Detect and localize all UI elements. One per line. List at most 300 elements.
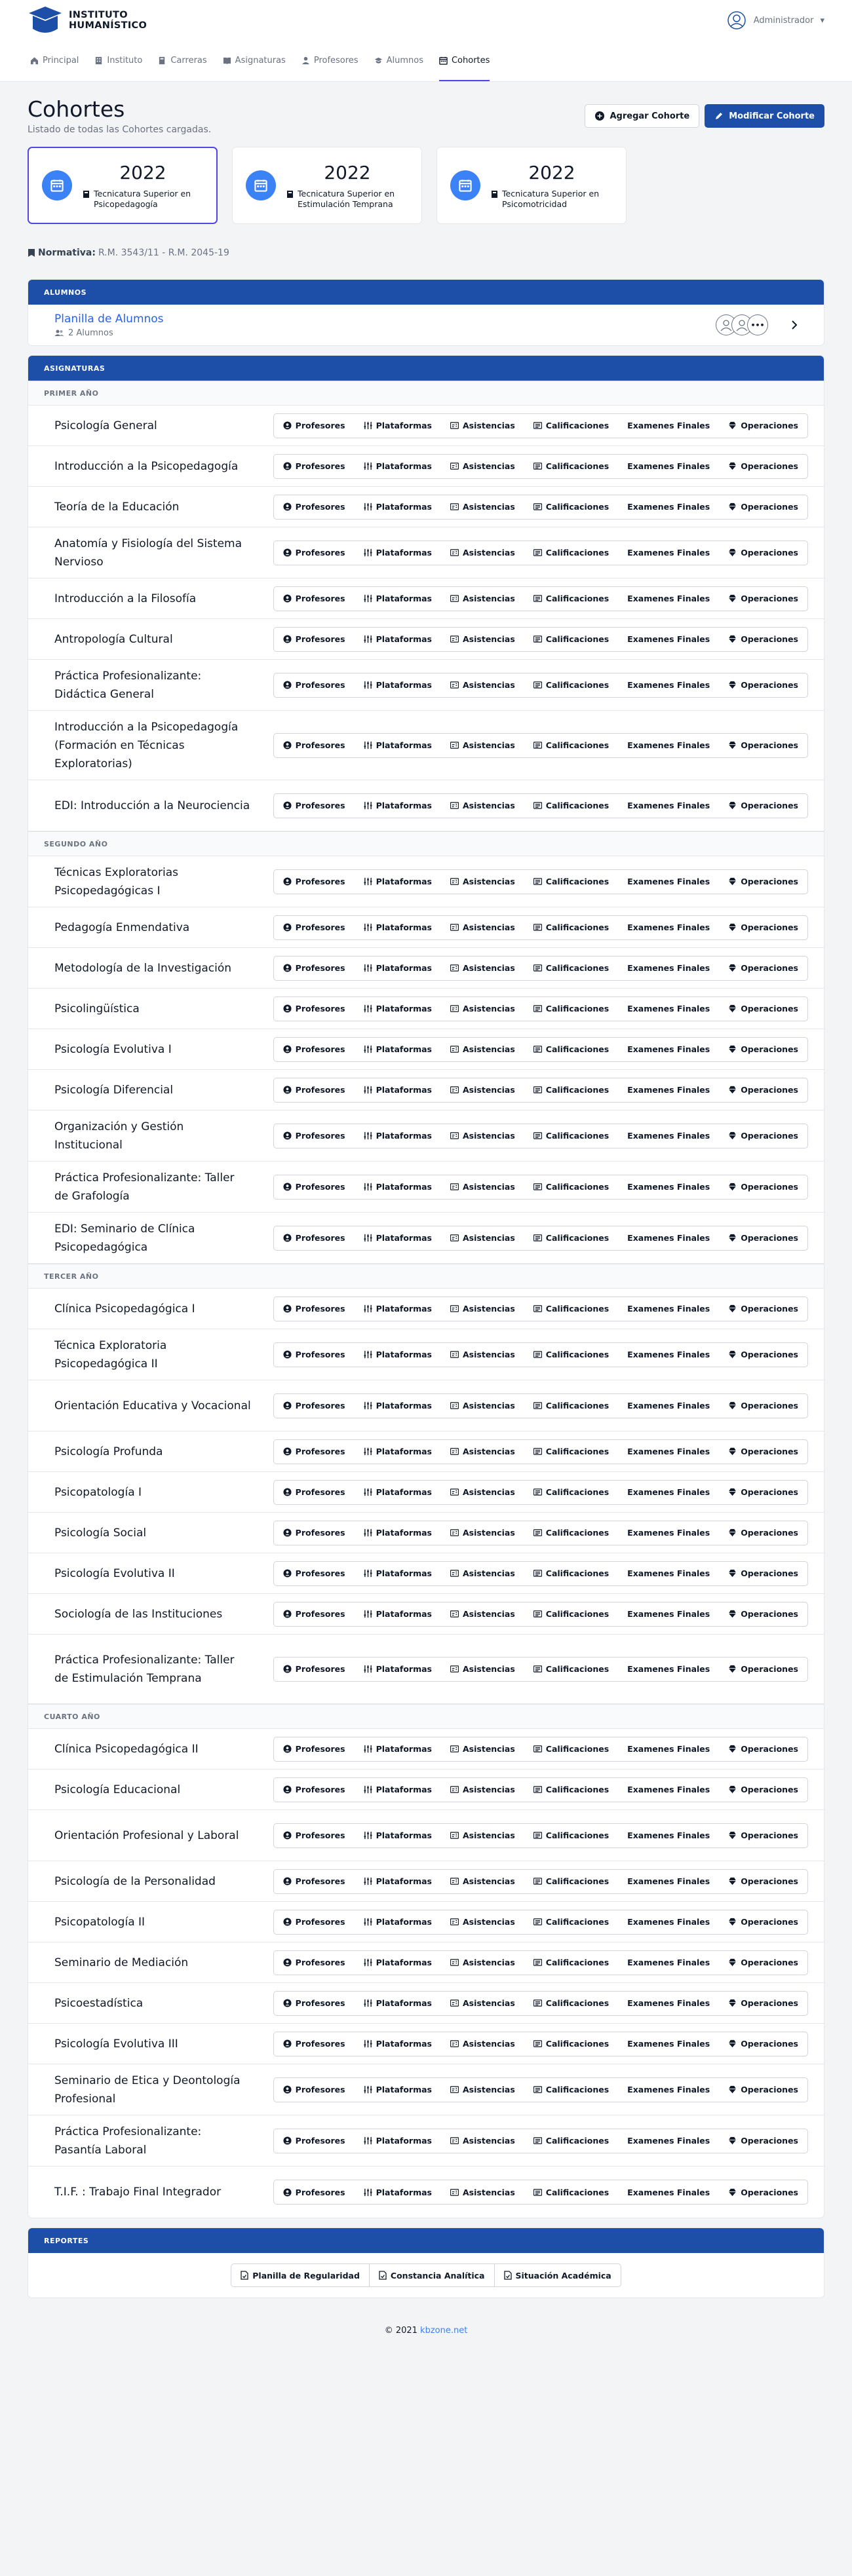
- examenes-finales-button[interactable]: [618, 628, 719, 651]
- subject-actions: [273, 1823, 808, 1848]
- calificaciones-button[interactable]: [524, 1297, 618, 1321]
- asistencias-button[interactable]: [441, 495, 524, 519]
- operaciones-button[interactable]: [719, 455, 807, 478]
- calificaciones-button[interactable]: [524, 1602, 618, 1626]
- plataformas-button[interactable]: [355, 673, 441, 697]
- profesores-button[interactable]: [274, 1910, 355, 1934]
- calificaciones-button[interactable]: [524, 1226, 618, 1250]
- calificaciones-button[interactable]: [524, 2078, 618, 2102]
- subject-actions: [273, 996, 808, 1021]
- asistencias-button[interactable]: [441, 1910, 524, 1934]
- nav-profesores[interactable]: [301, 41, 358, 81]
- operaciones-button[interactable]: [719, 1562, 807, 1585]
- subject-row: [28, 619, 824, 660]
- operaciones-button[interactable]: [719, 1521, 807, 1545]
- action-label: Operaciones: [741, 2136, 798, 2146]
- profesores-button[interactable]: [274, 794, 355, 818]
- examenes-finales-button[interactable]: [618, 1870, 719, 1893]
- examenes-finales-button[interactable]: [618, 1910, 719, 1934]
- asistencias-button[interactable]: [441, 1226, 524, 1250]
- subject-actions: [273, 793, 808, 818]
- cohorte-card[interactable]: [436, 147, 627, 224]
- asistencias-button[interactable]: [441, 1992, 524, 2015]
- operaciones-button[interactable]: [719, 794, 807, 818]
- operaciones-button[interactable]: [719, 2180, 807, 2204]
- calificaciones-button[interactable]: [524, 734, 618, 757]
- examenes-finales-button[interactable]: [618, 2078, 719, 2102]
- logo[interactable]: [28, 5, 147, 35]
- cohorte-card[interactable]: [232, 147, 422, 224]
- plataformas-button[interactable]: [355, 1951, 441, 1975]
- sliders-icon: [364, 502, 372, 511]
- file-icon: [241, 2271, 248, 2280]
- profesores-button[interactable]: [274, 541, 355, 565]
- asistencias-button[interactable]: [441, 794, 524, 818]
- user-menu[interactable]: [726, 10, 824, 31]
- operaciones-button[interactable]: [719, 1992, 807, 2015]
- cohorte-card[interactable]: [28, 147, 218, 224]
- calificaciones-button[interactable]: [524, 541, 618, 565]
- operaciones-button[interactable]: [719, 1440, 807, 1464]
- plataformas-button[interactable]: [355, 1038, 441, 1061]
- profesores-button[interactable]: [274, 1124, 355, 1148]
- user-icon: [283, 635, 292, 643]
- plataformas-button[interactable]: [355, 414, 441, 438]
- operaciones-button[interactable]: [719, 541, 807, 565]
- action-label: Operaciones: [741, 801, 798, 810]
- sliders-icon: [364, 801, 372, 810]
- nav-carreras[interactable]: [158, 41, 206, 81]
- profesores-button[interactable]: [274, 1778, 355, 1802]
- operaciones-button[interactable]: [719, 673, 807, 697]
- examenes-finales-button[interactable]: [618, 2180, 719, 2204]
- subject-actions: [273, 1342, 808, 1367]
- calificaciones-button[interactable]: [524, 1562, 618, 1585]
- plataformas-button[interactable]: [355, 1394, 441, 1418]
- examenes-finales-button[interactable]: [618, 1297, 719, 1321]
- asistencias-button[interactable]: [441, 414, 524, 438]
- action-label: Profesores: [295, 1917, 345, 1927]
- grades-icon: [533, 1610, 542, 1618]
- profesores-button[interactable]: [274, 1343, 355, 1367]
- sliders-icon: [364, 1488, 372, 1496]
- asistencias-button[interactable]: [441, 1521, 524, 1545]
- calificaciones-button[interactable]: [524, 1343, 618, 1367]
- operaciones-button[interactable]: [719, 1657, 807, 1681]
- asistencias-button[interactable]: [441, 1562, 524, 1585]
- calificaciones-button[interactable]: [524, 495, 618, 519]
- asistencias-button[interactable]: [441, 870, 524, 894]
- asistencias-button[interactable]: [441, 957, 524, 980]
- operaciones-button[interactable]: [719, 734, 807, 757]
- chevron-right-icon[interactable]: [791, 320, 798, 330]
- report-button-situación-académica[interactable]: [494, 2264, 621, 2286]
- action-label: Profesores: [295, 963, 345, 973]
- action-label: Examenes Finales: [627, 1447, 710, 1456]
- examenes-finales-button[interactable]: [618, 541, 719, 565]
- examenes-finales-button[interactable]: [618, 1440, 719, 1464]
- plataformas-button[interactable]: [355, 2032, 441, 2056]
- operaciones-button[interactable]: [719, 1343, 807, 1367]
- profesores-button[interactable]: [274, 997, 355, 1021]
- calificaciones-button[interactable]: [524, 1175, 618, 1199]
- calificaciones-button[interactable]: [524, 794, 618, 818]
- asistencias-button[interactable]: [441, 1824, 524, 1847]
- asistencias-button[interactable]: [441, 1657, 524, 1681]
- profesores-button[interactable]: [274, 1657, 355, 1681]
- asistencias-button[interactable]: [441, 1175, 524, 1199]
- action-label: Operaciones: [741, 1350, 798, 1359]
- operaciones-button[interactable]: [719, 1226, 807, 1250]
- operaciones-button[interactable]: [719, 2078, 807, 2102]
- calificaciones-button[interactable]: [524, 1078, 618, 1102]
- action-label: Asistencias: [463, 1568, 515, 1578]
- plataformas-button[interactable]: [355, 734, 441, 757]
- plataformas-button[interactable]: [355, 1657, 441, 1681]
- operations-icon: [728, 964, 737, 972]
- plataformas-button[interactable]: [355, 455, 441, 478]
- examenes-finales-button[interactable]: [618, 1481, 719, 1504]
- calificaciones-button[interactable]: [524, 1038, 618, 1061]
- examenes-finales-button[interactable]: [618, 794, 719, 818]
- subject-row: [28, 2064, 824, 2115]
- asistencias-button[interactable]: [441, 1602, 524, 1626]
- profesores-button[interactable]: [274, 1440, 355, 1464]
- profesores-button[interactable]: [274, 1562, 355, 1585]
- calificaciones-button[interactable]: [524, 1521, 618, 1545]
- plataformas-button[interactable]: [355, 1481, 441, 1504]
- action-label: Operaciones: [741, 1182, 798, 1192]
- attendance-icon: [450, 1745, 459, 1753]
- asistencias-button[interactable]: [441, 541, 524, 565]
- asistencias-button[interactable]: [441, 1038, 524, 1061]
- plataformas-button[interactable]: [355, 1521, 441, 1545]
- profesores-button[interactable]: [274, 2032, 355, 2056]
- examenes-finales-button[interactable]: [618, 1602, 719, 1626]
- examenes-finales-button[interactable]: [618, 2032, 719, 2056]
- examenes-finales-button[interactable]: [618, 455, 719, 478]
- examenes-finales-button[interactable]: [618, 1778, 719, 1802]
- sliders-icon: [364, 1401, 372, 1410]
- plataformas-button[interactable]: [355, 1992, 441, 2015]
- profesores-button[interactable]: [274, 1394, 355, 1418]
- add-cohorte-button[interactable]: [585, 104, 700, 128]
- calificaciones-button[interactable]: [524, 2129, 618, 2153]
- asistencias-button[interactable]: [441, 587, 524, 611]
- user-icon: [283, 741, 292, 749]
- profesores-button[interactable]: [274, 1602, 355, 1626]
- grades-icon: [533, 1831, 542, 1840]
- plataformas-button[interactable]: [355, 1124, 441, 1148]
- profesores-button[interactable]: [274, 1297, 355, 1321]
- plataformas-button[interactable]: [355, 541, 441, 565]
- profesores-button[interactable]: [274, 1992, 355, 2015]
- plataformas-button[interactable]: [355, 1297, 441, 1321]
- calificaciones-button[interactable]: [524, 1737, 618, 1761]
- asistencias-button[interactable]: [441, 1951, 524, 1975]
- grades-icon: [533, 635, 542, 643]
- operaciones-button[interactable]: [719, 414, 807, 438]
- action-label: Calificaciones: [545, 1609, 610, 1619]
- year-section-header: SEGUNDO AÑO: [28, 831, 824, 856]
- grades-icon: [533, 1304, 542, 1313]
- examenes-finales-button[interactable]: [618, 1951, 719, 1975]
- profesores-button[interactable]: [274, 628, 355, 651]
- grades-icon: [533, 1045, 542, 1053]
- profesores-button[interactable]: [274, 1521, 355, 1545]
- calificaciones-button[interactable]: [524, 587, 618, 611]
- profesores-button[interactable]: [274, 916, 355, 939]
- operaciones-button[interactable]: [719, 587, 807, 611]
- examenes-finales-button[interactable]: [618, 1343, 719, 1367]
- calificaciones-button[interactable]: [524, 1481, 618, 1504]
- action-label: Profesores: [295, 740, 345, 750]
- calificaciones-button[interactable]: [524, 455, 618, 478]
- operaciones-button[interactable]: [719, 870, 807, 894]
- profesores-button[interactable]: [274, 414, 355, 438]
- calificaciones-button[interactable]: [524, 1124, 618, 1148]
- action-label: Examenes Finales: [627, 1233, 710, 1243]
- action-label: Plataformas: [376, 1004, 432, 1013]
- plataformas-button[interactable]: [355, 1078, 441, 1102]
- plataformas-button[interactable]: [355, 1824, 441, 1847]
- calificaciones-button[interactable]: [524, 957, 618, 980]
- profesores-button[interactable]: [274, 2180, 355, 2204]
- attendance-icon: [450, 2136, 459, 2145]
- plataformas-button[interactable]: [355, 1910, 441, 1934]
- asistencias-button[interactable]: [441, 1124, 524, 1148]
- plataformas-button[interactable]: [355, 2129, 441, 2153]
- edit-cohorte-button[interactable]: [705, 104, 824, 128]
- examenes-finales-button[interactable]: [618, 1078, 719, 1102]
- profesores-button[interactable]: [274, 1481, 355, 1504]
- profesores-button[interactable]: [274, 1737, 355, 1761]
- examenes-finales-button[interactable]: [618, 414, 719, 438]
- examenes-finales-button[interactable]: [618, 1521, 719, 1545]
- examenes-finales-button[interactable]: [618, 495, 719, 519]
- attendance-icon: [450, 1183, 459, 1191]
- asistencias-button[interactable]: [441, 1078, 524, 1102]
- examenes-finales-button[interactable]: [618, 916, 719, 939]
- operaciones-button[interactable]: [719, 1737, 807, 1761]
- operaciones-button[interactable]: [719, 1951, 807, 1975]
- plataformas-button[interactable]: [355, 1562, 441, 1585]
- operaciones-button[interactable]: [719, 1038, 807, 1061]
- asistencias-button[interactable]: [441, 455, 524, 478]
- calificaciones-button[interactable]: [524, 414, 618, 438]
- examenes-finales-button[interactable]: [618, 734, 719, 757]
- operations-icon: [728, 1131, 737, 1140]
- nav-alumnos[interactable]: [374, 41, 423, 81]
- examenes-finales-button[interactable]: [618, 1175, 719, 1199]
- profesores-button[interactable]: [274, 1951, 355, 1975]
- operaciones-button[interactable]: [719, 628, 807, 651]
- operaciones-button[interactable]: [719, 1481, 807, 1504]
- examenes-finales-button[interactable]: [618, 870, 719, 894]
- calificaciones-button[interactable]: [524, 1440, 618, 1464]
- plataformas-button[interactable]: [355, 997, 441, 1021]
- operaciones-button[interactable]: [719, 2129, 807, 2153]
- chevron-down-icon: ▾: [820, 15, 824, 26]
- operaciones-button[interactable]: [719, 1778, 807, 1802]
- asistencias-button[interactable]: [441, 916, 524, 939]
- calificaciones-button[interactable]: [524, 2032, 618, 2056]
- sliders-icon: [364, 923, 372, 932]
- calificaciones-button[interactable]: [524, 1951, 618, 1975]
- operaciones-button[interactable]: [719, 1297, 807, 1321]
- profesores-button[interactable]: [274, 673, 355, 697]
- nav-principal[interactable]: [30, 41, 79, 81]
- profesores-button[interactable]: [274, 1078, 355, 1102]
- asistencias-button[interactable]: [441, 2129, 524, 2153]
- action-label: Profesores: [295, 877, 345, 886]
- plataformas-button[interactable]: [355, 1602, 441, 1626]
- profesores-button[interactable]: [274, 870, 355, 894]
- grades-icon: [533, 1877, 542, 1885]
- calificaciones-button[interactable]: [524, 1992, 618, 2015]
- grades-icon: [533, 1665, 542, 1673]
- plataformas-button[interactable]: [355, 1440, 441, 1464]
- profesores-button[interactable]: [274, 957, 355, 980]
- calificaciones-button[interactable]: [524, 673, 618, 697]
- subject-name: Psicología Profunda: [54, 1445, 163, 1458]
- calificaciones-button[interactable]: [524, 2180, 618, 2204]
- asistencias-button[interactable]: [441, 1870, 524, 1893]
- asistencias-button[interactable]: [441, 2180, 524, 2204]
- nav-instituto[interactable]: [94, 41, 142, 81]
- examenes-finales-button[interactable]: [618, 1038, 719, 1061]
- calificaciones-button[interactable]: [524, 997, 618, 1021]
- examenes-finales-button[interactable]: [618, 1394, 719, 1418]
- alumnos-row[interactable]: [28, 305, 824, 345]
- asistencias-button[interactable]: [441, 1343, 524, 1367]
- examenes-finales-button[interactable]: [618, 1226, 719, 1250]
- asistencias-button[interactable]: [441, 734, 524, 757]
- asistencias-button[interactable]: [441, 673, 524, 697]
- plataformas-button[interactable]: [355, 1737, 441, 1761]
- examenes-finales-button[interactable]: [618, 587, 719, 611]
- examenes-finales-button[interactable]: [618, 1824, 719, 1847]
- report-button-planilla-de-regularidad[interactable]: [231, 2264, 369, 2286]
- plataformas-button[interactable]: [355, 794, 441, 818]
- nav-cohortes[interactable]: [439, 41, 490, 81]
- plataformas-button[interactable]: [355, 1175, 441, 1199]
- operaciones-button[interactable]: [719, 957, 807, 980]
- profesores-button[interactable]: [274, 1870, 355, 1893]
- subject-row: [28, 1289, 824, 1329]
- asistencias-button[interactable]: [441, 1440, 524, 1464]
- profesores-button[interactable]: [274, 455, 355, 478]
- examenes-finales-button[interactable]: [618, 1737, 719, 1761]
- operaciones-button[interactable]: [719, 916, 807, 939]
- calificaciones-button[interactable]: [524, 870, 618, 894]
- profesores-button[interactable]: [274, 587, 355, 611]
- calificaciones-button[interactable]: [524, 1910, 618, 1934]
- profesores-button[interactable]: [274, 734, 355, 757]
- profesores-button[interactable]: [274, 1226, 355, 1250]
- examenes-finales-button[interactable]: [618, 957, 719, 980]
- nav-label: Carreras: [170, 55, 207, 66]
- operaciones-button[interactable]: [719, 1078, 807, 1102]
- calificaciones-button[interactable]: [524, 1394, 618, 1418]
- calificaciones-button[interactable]: [524, 1778, 618, 1802]
- report-button-constancia-analítica[interactable]: [369, 2264, 494, 2286]
- asistencias-button[interactable]: [441, 997, 524, 1021]
- asistencias-button[interactable]: [441, 1481, 524, 1504]
- operaciones-button[interactable]: [719, 2032, 807, 2056]
- footer-link[interactable]: kbzone.net: [420, 2326, 468, 2336]
- plataformas-button[interactable]: [355, 587, 441, 611]
- profesores-button[interactable]: [274, 2129, 355, 2153]
- operaciones-button[interactable]: [719, 1910, 807, 1934]
- examenes-finales-button[interactable]: [618, 997, 719, 1021]
- examenes-finales-button[interactable]: [618, 1657, 719, 1681]
- calificaciones-button[interactable]: [524, 1870, 618, 1893]
- operaciones-button[interactable]: [719, 997, 807, 1021]
- plataformas-button[interactable]: [355, 957, 441, 980]
- operaciones-button[interactable]: [719, 1824, 807, 1847]
- action-label: Asistencias: [463, 1085, 515, 1095]
- plataformas-button[interactable]: [355, 495, 441, 519]
- plataformas-button[interactable]: [355, 628, 441, 651]
- operaciones-button[interactable]: [719, 1124, 807, 1148]
- asistencias-button[interactable]: [441, 1394, 524, 1418]
- plataformas-button[interactable]: [355, 916, 441, 939]
- examenes-finales-button[interactable]: [618, 2129, 719, 2153]
- operaciones-button[interactable]: [719, 1394, 807, 1418]
- examenes-finales-button[interactable]: [618, 1992, 719, 2015]
- calificaciones-button[interactable]: [524, 916, 618, 939]
- profesores-button[interactable]: [274, 2078, 355, 2102]
- operaciones-button[interactable]: [719, 495, 807, 519]
- profesores-button[interactable]: [274, 1038, 355, 1061]
- calificaciones-button[interactable]: [524, 1657, 618, 1681]
- asistencias-button[interactable]: [441, 1778, 524, 1802]
- operations-icon: [728, 502, 737, 511]
- asistencias-button[interactable]: [441, 2032, 524, 2056]
- asistencias-button[interactable]: [441, 1297, 524, 1321]
- plataformas-button[interactable]: [355, 870, 441, 894]
- calificaciones-button[interactable]: [524, 1824, 618, 1847]
- plataformas-button[interactable]: [355, 2078, 441, 2102]
- operations-icon: [728, 421, 737, 430]
- action-label: Plataformas: [376, 1233, 432, 1243]
- planilla-alumnos-link[interactable]: Planilla de Alumnos: [54, 312, 164, 326]
- examenes-finales-button[interactable]: [618, 1124, 719, 1148]
- calificaciones-button[interactable]: [524, 628, 618, 651]
- asistencias-button[interactable]: [441, 1737, 524, 1761]
- plataformas-button[interactable]: [355, 2180, 441, 2204]
- subject-name: Psicoestadística: [54, 1996, 144, 2010]
- examenes-finales-button[interactable]: [618, 1562, 719, 1585]
- plataformas-button[interactable]: [355, 1870, 441, 1893]
- profesores-button[interactable]: [274, 1824, 355, 1847]
- plataformas-button[interactable]: [355, 1778, 441, 1802]
- profesores-button[interactable]: [274, 1175, 355, 1199]
- operaciones-button[interactable]: [719, 1602, 807, 1626]
- examenes-finales-button[interactable]: [618, 673, 719, 697]
- plataformas-button[interactable]: [355, 1343, 441, 1367]
- nav-asignaturas[interactable]: [223, 41, 286, 81]
- plataformas-button[interactable]: [355, 1226, 441, 1250]
- asistencias-button[interactable]: [441, 2078, 524, 2102]
- operaciones-button[interactable]: [719, 1175, 807, 1199]
- profesores-button[interactable]: [274, 495, 355, 519]
- operaciones-button[interactable]: [719, 1870, 807, 1893]
- action-label: Examenes Finales: [627, 1958, 710, 1967]
- action-label: Plataformas: [376, 1085, 432, 1095]
- asistencias-button[interactable]: [441, 628, 524, 651]
